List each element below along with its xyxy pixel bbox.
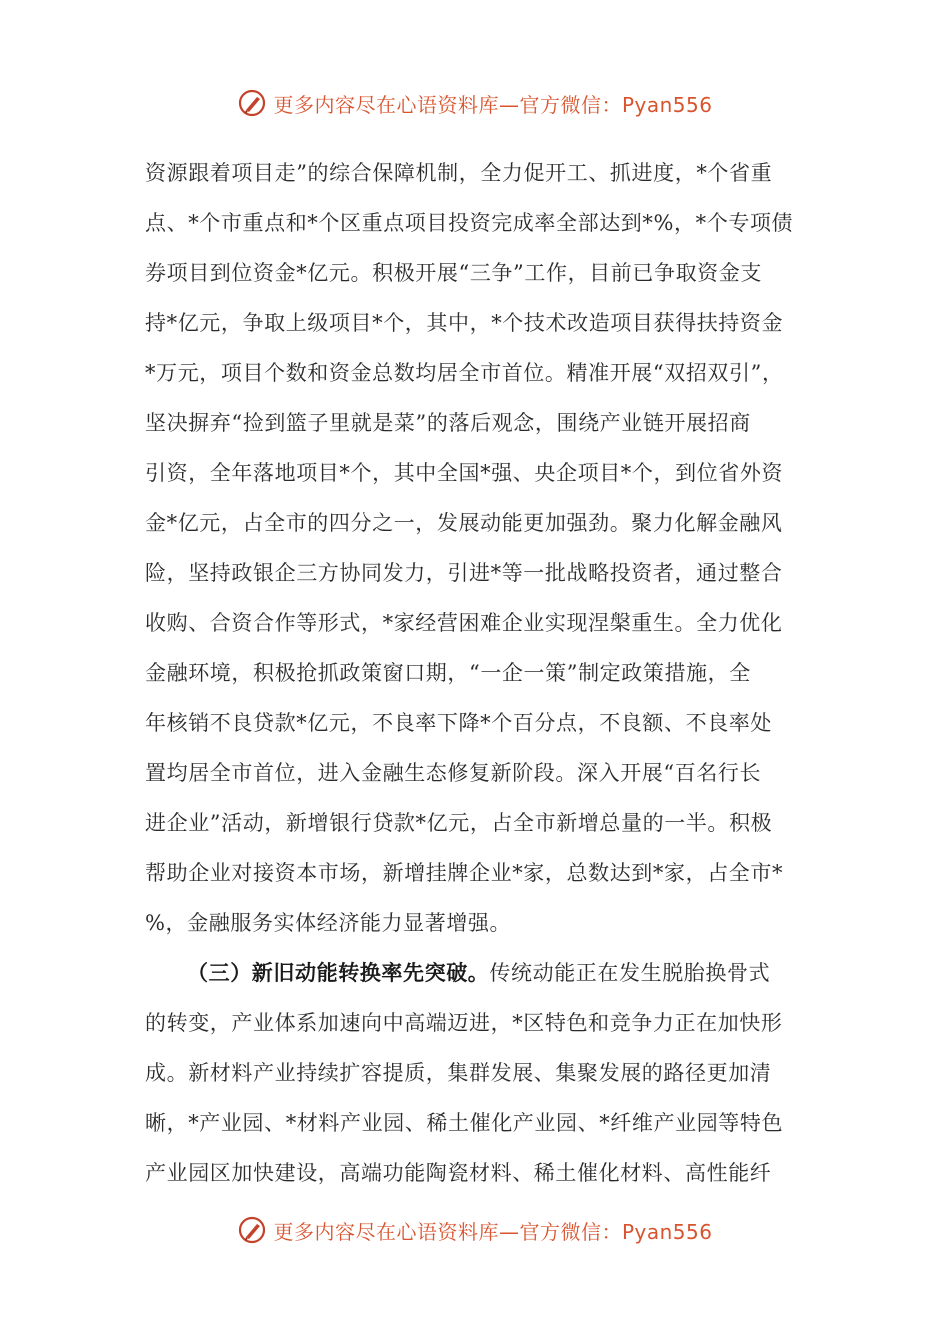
pen-logo-icon [237, 1215, 267, 1245]
section-heading-line [145, 948, 810, 998]
watermark-text: 更多内容尽在心语资料库—官方微信：Pyan556 [273, 92, 713, 117]
text-line: 金融环境，积极抢抓政策窗口期，“一企一策”制定政策措施，全 [145, 661, 751, 685]
text-line: 年核销不良贷款*亿元，不良率下降*个百分点，不良额、不良率处 [145, 711, 772, 735]
watermark-footer [0, 1210, 950, 1250]
text-line: 的转变，产业体系加速向中高端迈进，*区特色和竞争力正在加快形 [145, 1011, 783, 1035]
text-line: 险，坚持政银企三方协同发力，引进*等一批战略投资者，通过整合 [145, 561, 783, 585]
text-line: 置均居全市首位，进入金融生态修复新阶段。深入开展“百名行长 [145, 761, 762, 785]
text-line: 进企业”活动，新增银行贷款*亿元，占全市新增总量的一半。积极 [145, 811, 773, 835]
text-line: %，金融服务实体经济能力显著增强。 [145, 911, 512, 935]
text-line: 收购、合资合作等形式，*家经营困难企业实现涅槃重生。全力优化 [145, 611, 783, 635]
text-line: 引资，全年落地项目*个，其中全国*强、央企项目*个，到位省外资 [145, 461, 784, 485]
text-line: 券项目到位资金*亿元。积极开展“三争”工作，目前已争取资金支 [145, 261, 762, 285]
section-heading: （三）新旧动能转换率先突破。 [187, 960, 490, 985]
pen-logo-icon [237, 88, 267, 118]
text-line: 点、*个市重点和*个区重点项目投资完成率全部达到*%，*个专项债 [145, 211, 794, 235]
text-line: 帮助企业对接资本市场，新增挂牌企业*家，总数达到*家，占全市* [145, 861, 784, 885]
text-line: 持*亿元，争取上级项目*个，其中，*个技术改造项目获得扶持资金 [145, 311, 784, 335]
text-line: 产业园区加快建设，高端功能陶瓷材料、稀土催化材料、高性能纤 [145, 1161, 772, 1185]
watermark-header [0, 83, 950, 123]
section-heading-rest: 传统动能正在发生脱胎换骨式 [489, 961, 771, 985]
text-line: *万元，项目个数和资金总数均居全市首位。精准开展“双招双引”， [145, 361, 784, 385]
text-line: 晰，*产业园、*材料产业园、稀土催化产业园、*纤维产业园等特色 [145, 1111, 784, 1135]
text-line: 金*亿元，占全市的四分之一，发展动能更加强劲。聚力化解金融风 [145, 511, 783, 535]
text-line: 坚决摒弃“捡到篮子里就是菜”的落后观念，围绕产业链开展招商 [145, 411, 751, 435]
document-body [145, 148, 810, 1198]
text-line: 成。新材料产业持续扩容提质，集群发展、集聚发展的路径更加清 [145, 1061, 772, 1085]
watermark-text: 更多内容尽在心语资料库—官方微信：Pyan556 [273, 1219, 713, 1244]
text-line: 资源跟着项目走”的综合保障机制，全力促开工、抓进度，*个省重 [145, 161, 773, 185]
